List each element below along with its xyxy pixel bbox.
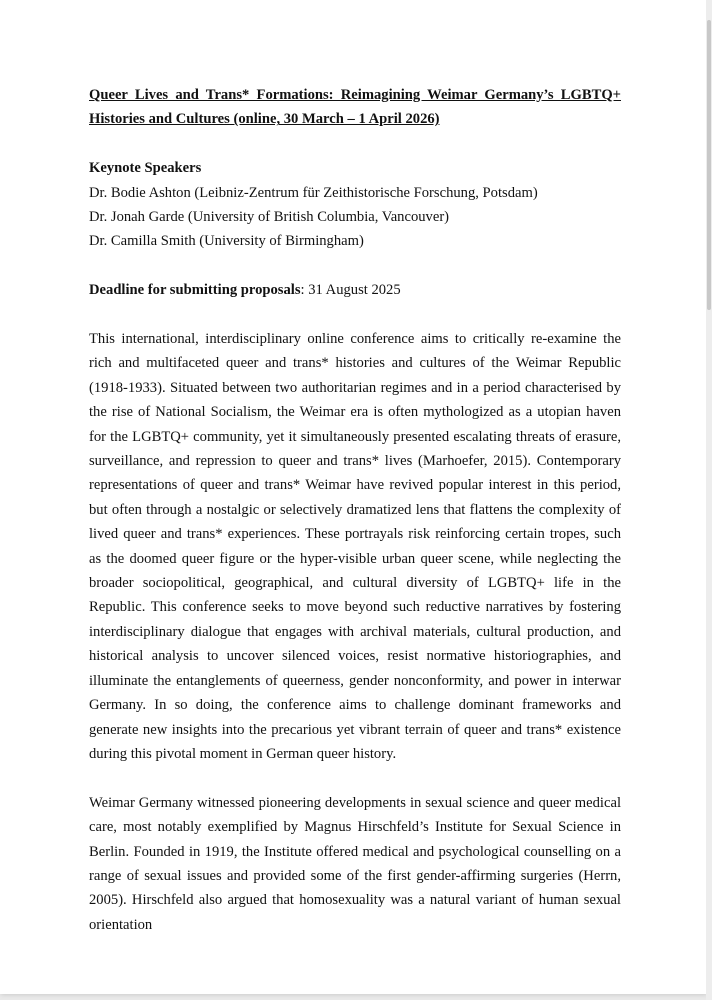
vertical-scrollbar[interactable] <box>706 0 712 1000</box>
spacer <box>89 766 621 790</box>
keynote-speaker: Dr. Jonah Garde (University of British Columbia, Vancouver) <box>89 209 450 226</box>
deadline-line <box>89 278 621 302</box>
spacer <box>89 132 621 156</box>
spacer <box>89 303 621 327</box>
scrollbar-thumb[interactable] <box>707 20 711 310</box>
keynote-speaker: Dr. Bodie Ashton (Leibniz-Zentrum für Zeithistorische Forschung, Potsdam) <box>89 184 538 201</box>
document-body <box>89 83 621 937</box>
body-paragraph: This international, interdisciplinary online conference aims to critically re-examine the rich and multifaceted queer and trans* histories and cultures of the Weimar Republic (1918-1933). Situated between two authoritarian regimes and in a period characterised by the rise of National Socialism, the Weimar era is often mythologized as a utopian haven for the LGBTQ+ community, yet it simultaneously presented escalating threats of erasure, surveillance, and repression to queer and trans* lives (Marhoefer, 2015). Contemporary representations of queer and trans* Weimar have revived popular interest in this period, but often through a nostalgic or selectively dramatized lens that flattens the complexity of lived queer and trans* experiences. These portrayals risk reinforcing certain tropes, such as the doomed queer figure or the hyper-visible urban queer scene, while neglecting the broader sociopolitical, geographical, and cultural diversity of LGBTQ+ life in the Republic. This conference seeks to move beyond such reductive narratives by fostering interdisciplinary dialogue that engages with archival materials, cultural production, and historical analysis to uncover silenced voices, resist normative historiographies, and illuminate the entanglements of queerness, gender nonconformity, and power in interwar Germany. In so doing, the conference aims to challenge dominant frameworks and generate new insights into the precarious yet vibrant terrain of queer and trans* existence during this pivotal moment in German queer history. <box>89 331 621 762</box>
document-title: Queer Lives and Trans* Formations: Reimagining Weimar Germany’s LGBTQ+ Histories and Cultures (online, 30 March – 1 April 2026) <box>89 87 621 128</box>
deadline-label: Deadline for submitting proposals <box>89 282 301 299</box>
body-paragraph: Weimar Germany witnessed pioneering developments in sexual science and queer medical care, most notably exemplified by Magnus Hirschfeld’s Institute for Sexual Science in Berlin. Founded in 1919, the Institute offered medical and psychological counselling on a range of sexual issues and provided some of the first gender-affirming surgeries (Herrn, 2005). Hirschfeld also argued that homosexuality was a natural variant of human sexual orientation <box>89 794 621 933</box>
keynote-heading: Keynote Speakers <box>89 160 202 177</box>
deadline-value: : 31 August 2025 <box>300 282 401 299</box>
keynote-speaker: Dr. Camilla Smith (University of Birmingham) <box>89 233 364 250</box>
spacer <box>89 254 621 278</box>
